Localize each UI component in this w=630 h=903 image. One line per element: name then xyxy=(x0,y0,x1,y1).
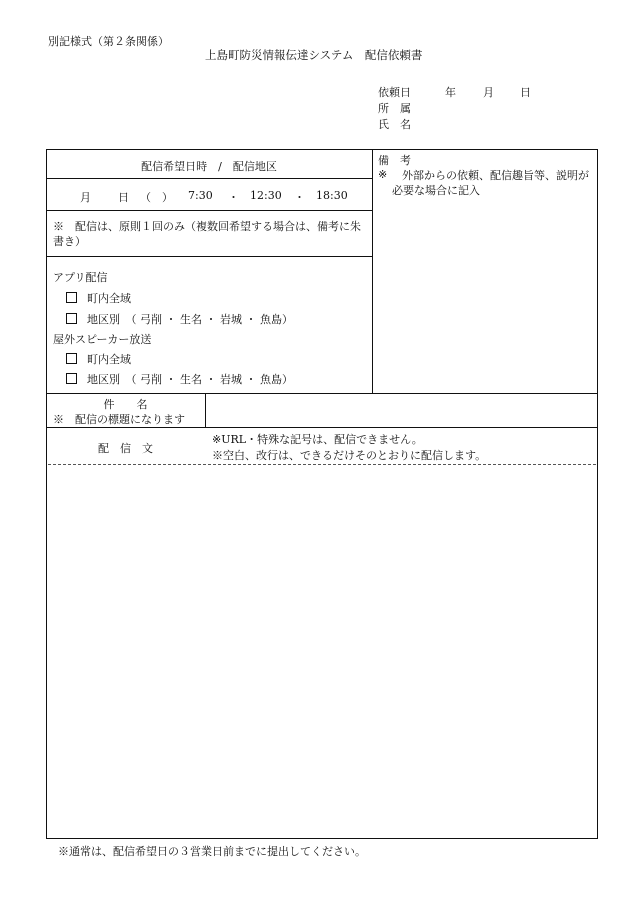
request-year-label: 年 xyxy=(445,86,456,99)
schedule-header-divider xyxy=(46,178,372,179)
speaker-option-district[interactable]: 地区別 （ 弓削 ・ 生名 ・ 岩城 ・ 魚島） xyxy=(66,371,293,387)
subject-input[interactable] xyxy=(210,402,594,422)
message-top-divider xyxy=(46,427,598,428)
request-date-label: 依頼日 xyxy=(378,86,411,99)
request-month-label: 月 xyxy=(483,86,494,99)
checkbox[interactable] xyxy=(66,292,77,303)
schedule-time-divider xyxy=(46,210,372,211)
speaker-broadcast-heading: 屋外スピーカー放送 xyxy=(53,333,152,346)
schedule-header: 配信希望日時 / 配信地区 xyxy=(141,160,277,173)
time-option[interactable]: 18:30 xyxy=(316,189,348,202)
time-option[interactable]: 12:30 xyxy=(250,189,282,202)
app-option-all[interactable]: 町内全域 xyxy=(66,290,131,306)
schedule-weekday[interactable]: （ ） xyxy=(140,191,173,204)
time-option[interactable]: 7:30 xyxy=(188,189,213,202)
name-label: 氏 名 xyxy=(378,118,411,131)
remarks-heading: 備 考 xyxy=(378,154,411,167)
message-label: 配 信 文 xyxy=(98,442,153,455)
page-title: 上島町防災情報伝達システム 配信依頼書 xyxy=(205,48,423,62)
time-separator: ・ xyxy=(228,191,239,204)
message-body-input[interactable] xyxy=(50,468,594,836)
schedule-note: ※ 配信は、原則１回のみ（複数回希望する場合は、備考に朱書き） xyxy=(53,220,361,248)
column-divider xyxy=(372,149,373,393)
subject-divider xyxy=(205,393,206,427)
time-separator: ・ xyxy=(294,191,305,204)
remarks-note: 外部からの依頼、配信趣旨等、説明が必要な場合に記入 xyxy=(392,169,589,197)
app-delivery-heading: アプリ配信 xyxy=(53,271,108,284)
speaker-option-all[interactable]: 町内全域 xyxy=(66,351,131,367)
subject-note: ※ 配信の標題になります xyxy=(53,413,185,426)
schedule-month-label[interactable]: 月 xyxy=(80,191,91,204)
form-label: 別記様式（第２条関係） xyxy=(48,35,169,48)
subject-label: 件 名 xyxy=(103,398,148,411)
checkbox[interactable] xyxy=(66,373,77,384)
checkbox[interactable] xyxy=(66,313,77,324)
subject-top-divider xyxy=(46,393,598,394)
app-option-district[interactable]: 地区別 （ 弓削 ・ 生名 ・ 岩城 ・ 魚島） xyxy=(66,311,293,327)
schedule-bottom-divider xyxy=(46,256,372,257)
remarks-note-mark: ※ xyxy=(378,168,388,181)
checkbox[interactable] xyxy=(66,353,77,364)
message-rule: ※URL・特殊な記号は、配信できません。 xyxy=(212,433,423,446)
footer-note: ※通常は、配信希望日の３営業日前までに提出してください。 xyxy=(58,845,366,858)
schedule-day-label[interactable]: 日 xyxy=(118,191,129,204)
message-dashed-divider xyxy=(48,464,596,465)
affiliation-label: 所 属 xyxy=(378,102,411,115)
request-day-label: 日 xyxy=(520,86,531,99)
message-rule: ※空白、改行は、できるだけそのとおりに配信します。 xyxy=(212,449,487,462)
